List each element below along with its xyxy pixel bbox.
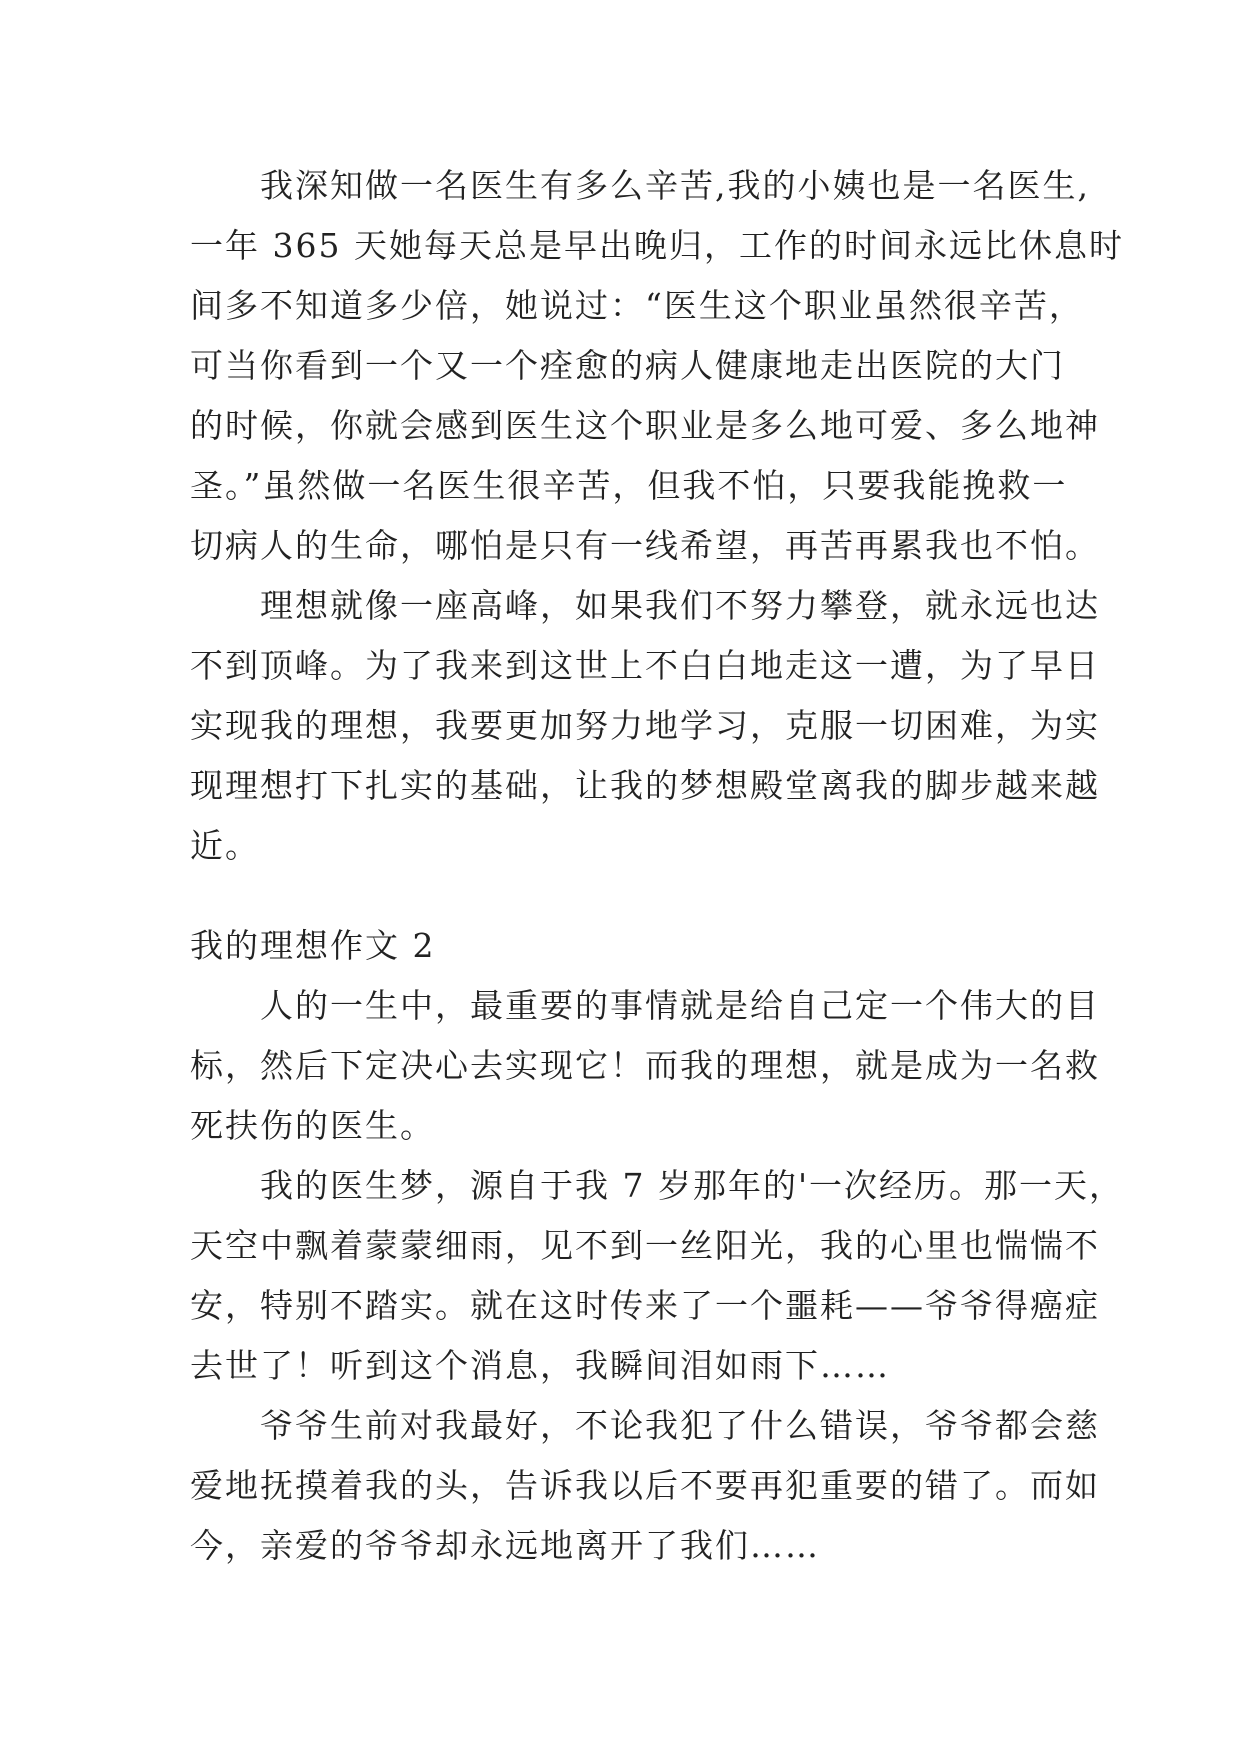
text-line: 人的一生中，最重要的事情就是给自己定一个伟大的目: [190, 986, 1100, 1025]
text-line: 我的医生梦，源自于我 7 岁那年的'一次经历。那一天，: [190, 1166, 1125, 1205]
text-line: 间多不知道多少倍，她说过：“医生这个职业虽然很辛苦，: [190, 286, 1084, 325]
text-line: 实现我的理想，我要更加努力地学习，克服一切困难，为实: [190, 706, 1100, 745]
text-line: 切病人的生命，哪怕是只有一线希望，再苦再累我也不怕。: [190, 526, 1100, 565]
text-line: 的时候，你就会感到医生这个职业是多么地可爱、多么地神: [190, 406, 1100, 445]
text-line: 今，亲爱的爷爷却永远地离开了我们……: [190, 1526, 820, 1565]
text-line: 标，然后下定决心去实现它！而我的理想，就是成为一名救: [190, 1046, 1100, 1085]
text-line: 理想就像一座高峰，如果我们不努力攀登，就永远也达: [190, 586, 1100, 625]
section-heading: 我的理想作文 2: [190, 926, 436, 965]
text-line: 去世了！听到这个消息，我瞬间泪如雨下……: [190, 1346, 890, 1385]
text-line: 爷爷生前对我最好，不论我犯了什么错误，爷爷都会慈: [190, 1406, 1100, 1445]
text-line: 天空中飘着蒙蒙细雨，见不到一丝阳光，我的心里也惴惴不: [190, 1226, 1100, 1265]
text-line: 不到顶峰。为了我来到这世上不白白地走这一遭，为了早日: [190, 646, 1100, 685]
text-line: 现理想打下扎实的基础，让我的梦想殿堂离我的脚步越来越: [190, 766, 1100, 805]
text-line: 可当你看到一个又一个痊愈的病人健康地走出医院的大门: [190, 346, 1065, 385]
text-line: 圣。”虽然做一名医生很辛苦，但我不怕，只要我能挽救一: [190, 466, 1068, 505]
text-line: 爱地抚摸着我的头，告诉我以后不要再犯重要的错了。而如: [190, 1466, 1100, 1505]
text-line: 近。: [190, 826, 260, 865]
text-line: 我深知做一名医生有多么辛苦,我的小姨也是一名医生,: [190, 166, 1090, 205]
text-line: 安，特别不踏实。就在这时传来了一个噩耗——爷爷得癌症: [190, 1286, 1100, 1325]
text-line: 一年 365 天她每天总是早出晚归，工作的时间永远比休息时: [190, 226, 1124, 265]
text-line: 死扶伤的医生。: [190, 1106, 435, 1145]
